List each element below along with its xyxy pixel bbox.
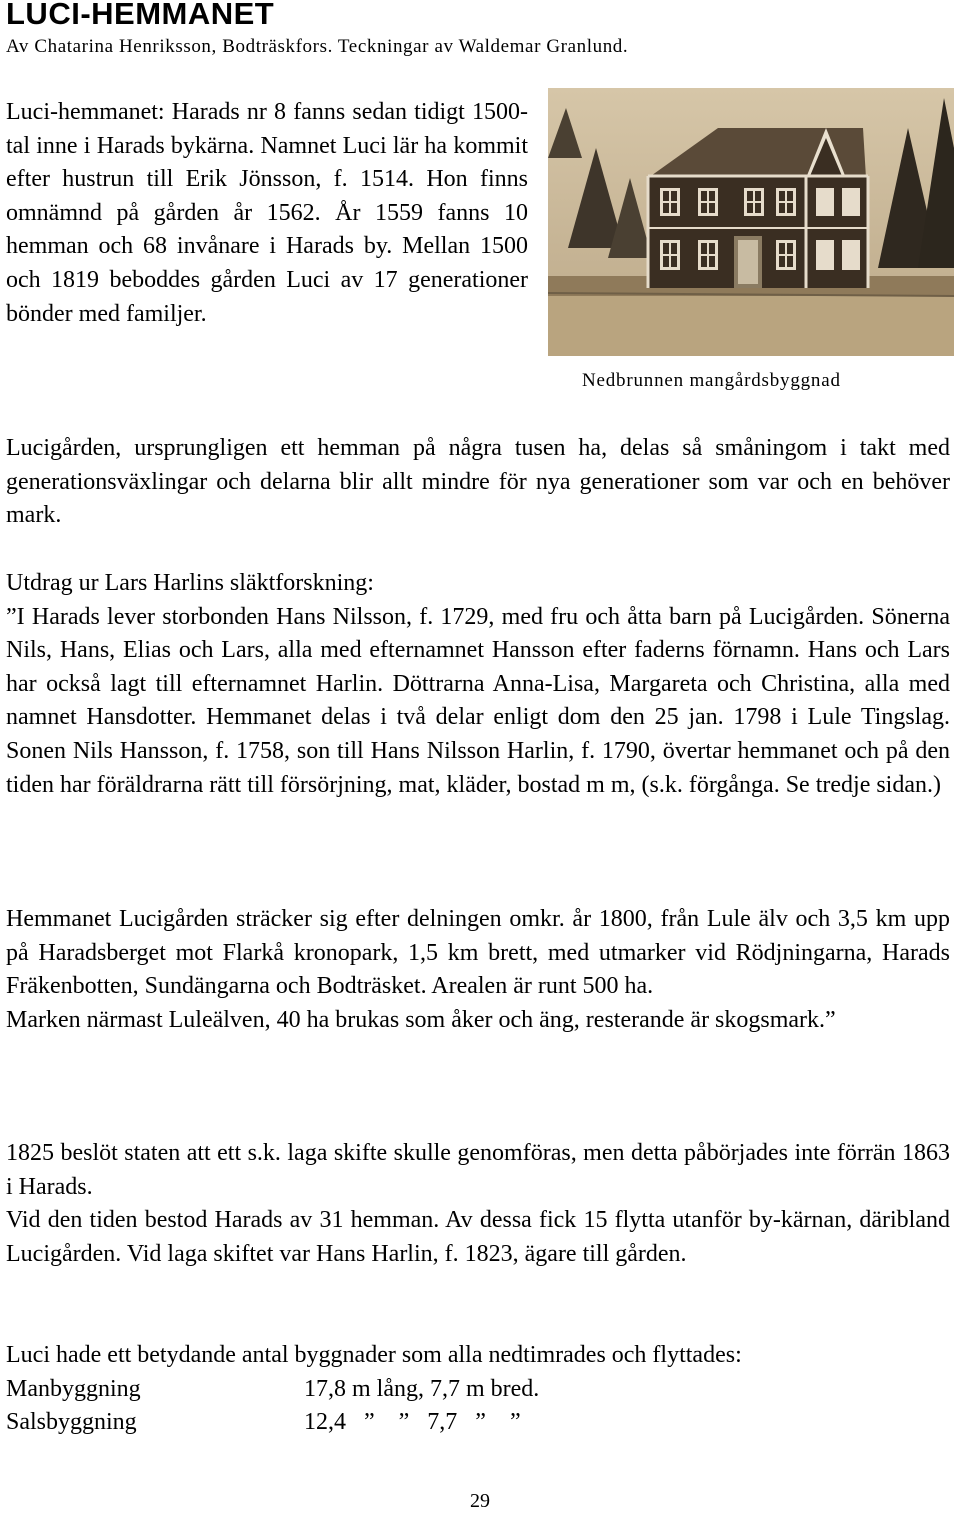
building-name: Manbyggning xyxy=(6,1376,141,1402)
building-size: 12,4 ” ” 7,7 ” ” xyxy=(304,1409,521,1435)
building-size: 17,8 m lång, 7,7 m bred. xyxy=(304,1376,540,1402)
paragraph-quote: ”I Harads lever storbonden Hans Nilsson, f. 1729, med fru och åtta barn på Lucigården. Sönerna Nils, Hans, Elias och Lars, alla med efternamnet Hansson efter faderns förnamn. Hans och Lars har också lagt till efternamnet Harlin. Döttrarna Anna-Lisa, Margareta och Christina, alla med namnet Hansdotter. Hemmanet delas i två delar enligt dom den 25 jan. 1798 i Lule Tingslag. Sonen Nils Hansson, f. 1758, son till Hans Nilsson Harlin, f. 1790, övertar hemmanet och på den tiden har föräldrarna rätt till försörjning, mat, kläder, bostad m m, (s.k. förgånga. Se tredje sidan.) xyxy=(6,603,950,798)
paragraph-lucigarden xyxy=(6,432,950,533)
building-row xyxy=(6,1406,521,1440)
page-title: LUCI-HEMMANET xyxy=(6,0,275,31)
paragraph-text: Lucigården, ursprungligen ett hemman på några tusen ha, delas så småningom i takt med generationsväxlingar och delarna blir allt mindre för nya generationer som var och en behöver mark. xyxy=(6,435,950,529)
paragraph-lead: Utdrag ur Lars Harlins släktforskning: xyxy=(6,570,374,596)
paragraph-text: Luci hade ett betydande antal byggnader som alla nedtimrades och flyttades: xyxy=(6,1342,742,1368)
house-photo xyxy=(548,88,954,356)
paragraph-laga-skifte xyxy=(6,1137,950,1271)
paragraph-extent xyxy=(6,903,950,1037)
paragraph-text: Marken närmast Luleälven, 40 ha brukas som åker och äng, resterande är skogsmark.” xyxy=(6,1006,836,1033)
paragraph-harlin-extract xyxy=(6,567,950,802)
paragraph-text: Vid den tiden bestod Harads av 31 hemman. Av dessa fick 15 flytta utanför by-kärnan, däribland Lucigården. Vid laga skiftet var Hans Harlin, f. 1823, ägare till gården. xyxy=(6,1207,950,1267)
paragraph-text: 1825 beslöt staten att ett s.k. laga skifte skulle genomföras, men detta påbörjades inte förrän 1863 i Harads. xyxy=(6,1140,950,1200)
paragraph-buildings xyxy=(6,1339,950,1373)
building-name: Salsbyggning xyxy=(6,1409,137,1435)
photo-caption: Nedbrunnen mangårdsbyggnad xyxy=(582,370,841,391)
building-row xyxy=(6,1373,540,1407)
paragraph-text: Hemmanet Lucigården sträcker sig efter delningen omkr. år 1800, från Lule älv och 3,5 km upp på Haradsberget mot Flarkå kronopark, 1,5 km brett, med utmarker vid Rödjningarna, Harads Fräkenbotten, Sundängarna och Bodträsket. Arealen är runt 500 ha. xyxy=(6,906,950,1000)
intro-paragraph: Luci-hemmanet: Harads nr 8 fanns sedan tidigt 1500-tal inne i Harads bykärna. Namnet Luci lär ha kommit efter hustrun till Erik Jönsson, f. 1514. Hon finns omnämnd på gården år 1562. År 1559 fanns 10 hemman och 68 invånare i Harads by. Mellan 1500 och 1819 beboddes gården Luci av 17 generationer bönder med familjer. xyxy=(6,99,528,327)
house-photo-image xyxy=(548,88,954,356)
byline: Av Chatarina Henriksson, Bodträskfors. Teckningar av Waldemar Granlund. xyxy=(6,36,629,57)
page-number: 29 xyxy=(470,1490,490,1512)
